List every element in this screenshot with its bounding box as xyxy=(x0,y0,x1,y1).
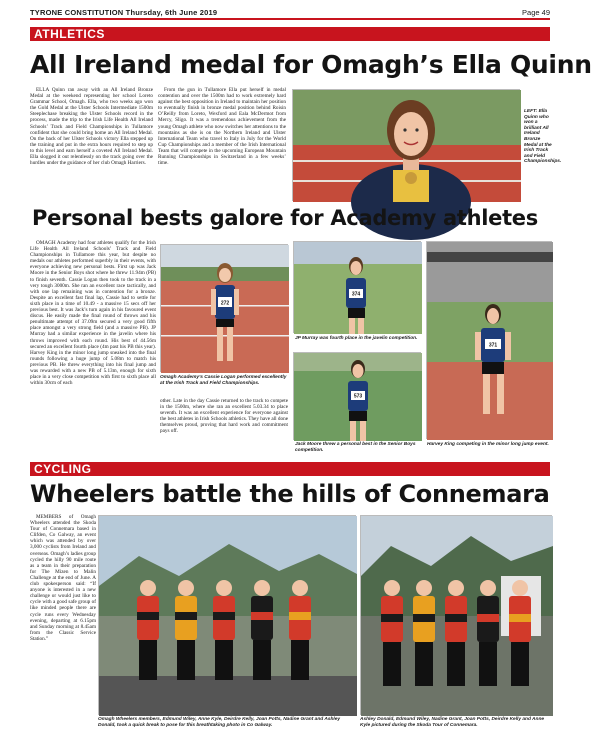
cassie-logan-caption: Omagh Academy’s Cassie Logan performed excellently at the Irish Track and Field Championships. xyxy=(160,375,287,386)
ella-quinn-illustration xyxy=(293,90,521,202)
athletics-section-label: ATHLETICS xyxy=(34,27,105,41)
harvey-king-caption: Harvey King competing in the minor long jump event. xyxy=(427,442,549,447)
wheelers-group-illustration xyxy=(99,516,357,716)
jp-bib-number: 374 xyxy=(351,291,361,298)
wheelers-group-caption: Omagh Wheelers members, Edmund Wiley, Anne Kyle, Deirdre Kelly, Joan Potts, Nadine Grant and Ashley Donald, took a quick break to pose for this breathtaking photo in Co Galway. xyxy=(98,717,341,728)
story2-column-2: other. Late in the day Cassie returned to the track to compete in the 1500m, where she ran an excellent 5.03.34 to place seventh. It was an excellent experience for everyone against the best athletes in Irish Schools athletics. They have all done themselves proud, proving that hard work and commitment pays off. xyxy=(160,398,288,435)
cassie-bib-number: 272 xyxy=(220,300,230,307)
story1-headline: All Ireland medal for Omagh’s Ella Quinn xyxy=(30,50,592,79)
athletics-section-bar xyxy=(30,27,550,41)
jack-moore-illustration xyxy=(294,353,422,441)
page-number: Page 49 xyxy=(522,8,550,17)
jack-bib-number: 573 xyxy=(353,393,363,400)
story1-column-1: ELLA Quinn ran away with an All Ireland Bronze Medal at the weekend representing her school Loreto Grammar School, Omagh. Ella, who two weeks ago won the Gold Medal at the Ulster Schools Intermediate 1500m Steeplechase breaking the Ulster Schools record in the process, made the trip to the Irish Life Health All Ireland Schools’ Track and Field Championships in Tullamore confident that she could bring home an All Ireland Medal. On the back of her Ulster Schools victory Ella stepped up the training and put in the extra hours required to step up to this level and earn herself a coveted All Ireland Medal. Ella slogged it out relentlessly on the track going over the hurdles under the guidance of her club Omagh Harriers. xyxy=(30,87,153,167)
ella-quinn-caption: LEFT: Ella Quinn who won a brilliant All Ireland Bronze Medal at the Irish Track and Field Championships. xyxy=(524,109,562,165)
page-header xyxy=(30,6,550,20)
jp-murray-illustration xyxy=(294,242,422,334)
wheelers-tour-photo xyxy=(360,515,552,715)
jp-murray-photo xyxy=(293,241,421,333)
cycling-section-label: CYCLING xyxy=(34,462,92,476)
story1-column-2: From the gun in Tullamore Ella put herself in medal contention and over the 1500m had to work extremely hard against the best opposition in Ireland to maintain her position to eventually finish in bronze medal position behind Roisin O’Reilly from Loreto, Wexford and Eala McDermot from Mercy, Sligo. It was a tremendous achievement from the young Omagh athlete who now switches her attentions to the mountains as she is on the Northern Ireland and Ulster International Team who travel to Italy in July for the World Cup Championships and a member of the Irish International Team that will compete in the upcoming European Mountain Running Championships in Switzerland in a few weeks’ time. xyxy=(158,87,286,167)
ella-quinn-photo xyxy=(292,89,520,201)
story2-column-1: OMAGH Academy had four athletes qualify for the Irish Life Health All Ireland Schools’ Track and Field Championships in Tullamore this year, but despite no medals our athletes performed superbly in their events, with everyone achieving new personal bests. First up was Jack Moore in the Senior Boys shot where he threw 11.94m (PB) to finish seventh. Cassie Logan then took to the track in a very tough 3000m. She ran an excellent race tactically, and with one lap remaining was in contention for a bronze. Despite an excellent fast final lap, Cassie had to settle for sixth place in a time of 10.49 - a massive 15 secs off her previous best. It was Jack’s turn again in his favoured event discus. He easily made the final round of throws and his penultimate attempt of 37.09m secured a very good fifth place amongst a very strong field (and a massive PB). JP Murray had a similar experience in the javelin where his throws improved with each round. His best of 44.56m secured an excellent fourth place (4m past his PB this year). Harvey King in the minor long jump sneaked into the final rounds following a huge jump of 5.08m to match his previous PB. He threw everything into his final jump and was rewarded with a new PB of 5.13m, enough for sixth place in a very close competition with first to sixth place all within 30cm of each xyxy=(30,240,156,387)
cycling-section-bar xyxy=(30,462,550,476)
wheelers-tour-illustration xyxy=(361,516,553,716)
harvey-bib-number: 371 xyxy=(488,342,498,349)
harvey-king-photo xyxy=(426,241,552,439)
story3-column: MEMBERS of Omagh Wheelers attended the Skoda Tour of Connemara based in Clifden, Co Galway, an event which was attended by over 3,000 cyclists from Ireland and overseas. Omagh’s ladies group cycled the hilly 90 mile route as a team in their preparation for The Mizen to Malin Challenge at the end of June. A club spokesperson said: “If anyone is interested in a new challenge or would just like to cycle with a good safe group of like minded people there are cycle runs every Wednesday evening, departing at 6.15pm and Sunday morning at 8.45am from the Classic Service Station.” xyxy=(30,514,96,642)
story3-headline: Wheelers battle the hills of Connemara xyxy=(30,480,550,508)
publication-date: TYRONE CONSTITUTION Thursday, 6th June 2019 xyxy=(30,8,218,17)
jp-murray-caption: JP Murray was fourth place in the javelin competition. xyxy=(295,336,418,341)
harvey-king-illustration xyxy=(427,242,553,440)
jack-moore-photo xyxy=(293,352,421,440)
wheelers-tour-caption: Ashley Donald, Edmund Wiley, Nadine Grant, Joan Potts, Deirdre Kelly and Anne Kyle pictured during the Skoda Tour of Connemara. xyxy=(360,717,545,728)
wheelers-group-photo xyxy=(98,515,356,715)
story2-headline: Personal bests galore for Academy athletes xyxy=(32,206,538,230)
cassie-logan-illustration xyxy=(161,245,289,373)
jack-moore-caption: Jack Moore threw a personal best in the Senior Boys competition. xyxy=(295,442,416,453)
cassie-logan-photo xyxy=(160,244,288,372)
